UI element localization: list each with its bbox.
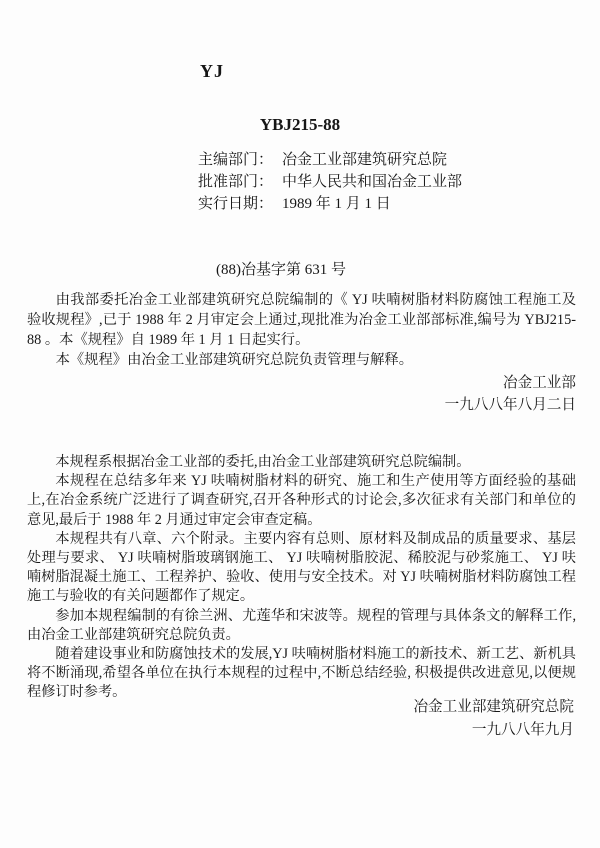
signature-organization: 冶金工业部建筑研究总院 <box>413 699 574 715</box>
document-code: YJ <box>200 61 224 81</box>
approving-department-value: 中华人民共和国冶金工业部 <box>282 174 463 190</box>
department-info-block <box>198 149 462 215</box>
document-reference-number: (88)冶基字第 631 号 <box>216 262 346 278</box>
approving-department-row <box>198 171 462 193</box>
chief-editor-department-label: 主编部门： <box>198 152 274 168</box>
foreword-paragraph: 本规程系根据冶金工业部的委托,由冶金工业部建筑研究总院编制。 <box>55 454 471 470</box>
approving-department-label: 批准部门： <box>198 174 274 190</box>
signature-date: 一九八八年九月 <box>471 722 574 738</box>
approval-notice-signature <box>445 373 576 416</box>
approval-notice-paragraph: 本《规程》由冶金工业部建筑研究总院负责管理与解释。 <box>55 352 414 368</box>
approval-notice <box>27 290 576 370</box>
effective-date-row <box>198 193 462 215</box>
signature-organization: 冶金工业部 <box>503 375 576 391</box>
effective-date-label: 实行日期： <box>198 196 274 212</box>
foreword-paragraph: 参加本规程编制的有徐兰洲、尤莲华和宋波等。规程的管理与具体条文的解释工作,由冶金工业部建筑研究总院负责。 <box>27 607 576 643</box>
foreword-signature <box>413 696 574 742</box>
standard-number: YBJ215-88 <box>259 115 341 134</box>
foreword-paragraph: 本规程共有八章、六个附录。主要内容有总则、原材料及制成品的质量要求、基层处理与要求、 YJ 呋喃树脂玻璃钢施工、 YJ 呋喃树脂胶泥、稀胶泥与砂浆施工、 YJ 呋喃树脂混凝土施工、工程养护、验收、使用与安全技术。对 YJ 呋喃树脂材料防腐蚀工程施工与验收的有关问题都作了规定。 <box>27 530 576 605</box>
foreword-paragraph: 随着建设事业和防腐蚀技术的发展,YJ 呋喃树脂材料施工的新技术、新工艺、新机具将不断涌现,希望各单位在执行本规程的过程中,不断总结经验, 积极提供改进意见,以便规程修订时参考。 <box>27 646 576 701</box>
approval-notice-paragraph: 由我部委托冶金工业部建筑研究总院编制的《 YJ 呋喃树脂材料防腐蚀工程施工及验收规程》,已于 1988 年 2 月审定会上通过,现批准为冶金工业部部标准,编号为 YBJ215-88 。本《规程》自 1989 年 1 月 1 日起实行。 <box>27 292 576 348</box>
foreword-section <box>27 453 576 703</box>
chief-editor-department-value: 冶金工业部建筑研究总院 <box>282 152 448 168</box>
signature-date: 一九八八年八月二日 <box>444 396 576 413</box>
chief-editor-department-row <box>198 149 462 171</box>
foreword-paragraph: 本规程在总结多年来 YJ 呋喃树脂材料的研究、施工和生产使用等方面经验的基础上,在冶金系统广泛进行了调查研究,召开各种形式的讨论会,多次征求有关部门和单位的意见,最后于 1988 年 2 月通过审定会审查定稿。 <box>27 473 576 528</box>
effective-date-value: 1989 年 1 月 1 日 <box>282 196 391 212</box>
